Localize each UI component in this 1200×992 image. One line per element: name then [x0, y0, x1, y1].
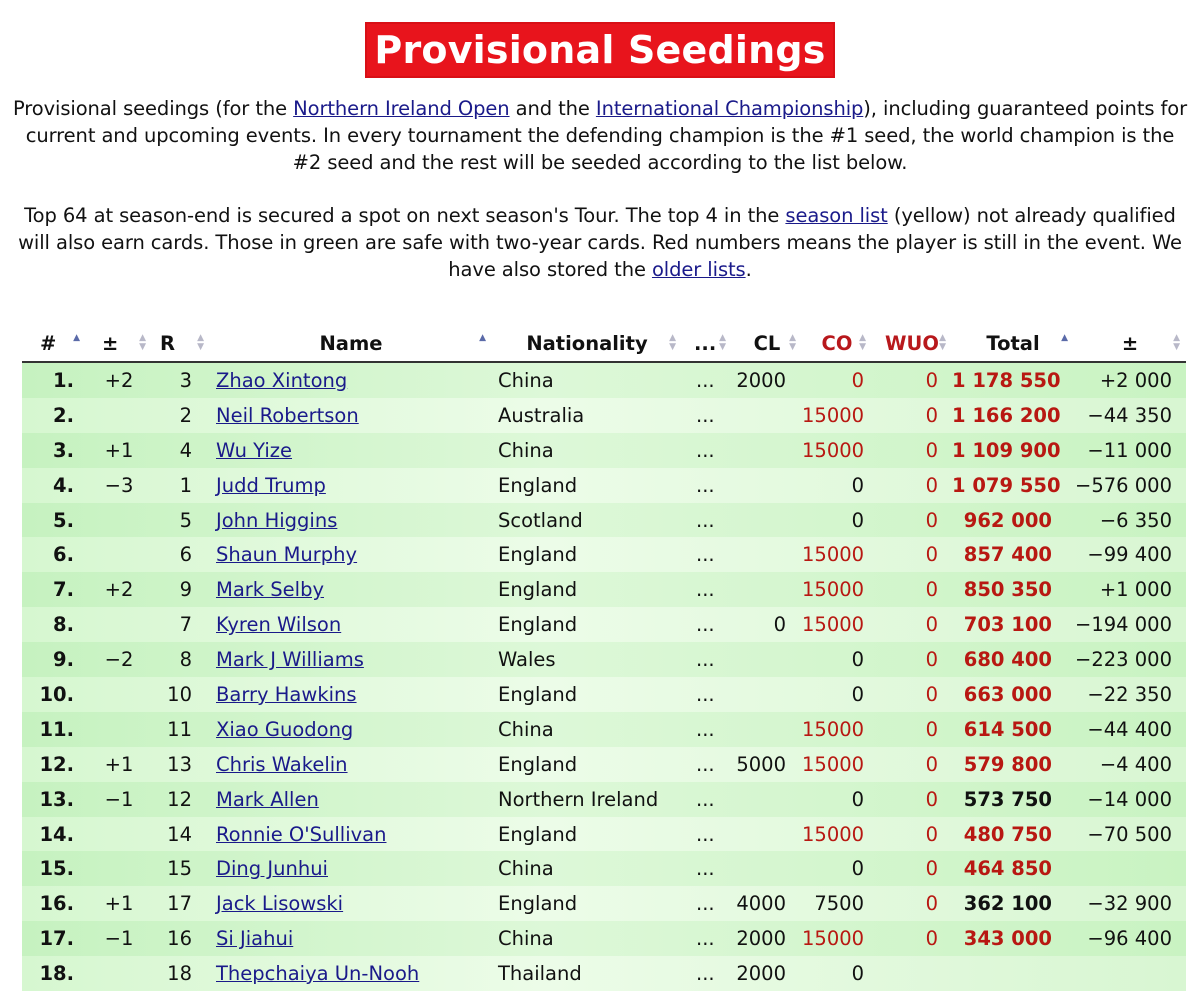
cl-cell: 4000 — [736, 892, 786, 916]
change-cell: +2 — [104, 578, 134, 602]
player-link[interactable]: Shaun Murphy — [216, 543, 358, 567]
change-cell — [86, 398, 152, 433]
prev-rank-cell: 12 — [167, 787, 192, 811]
name-cell — [210, 782, 492, 817]
header-change[interactable] — [86, 325, 152, 362]
intro-text-2: and the — [509, 97, 596, 120]
header-rank-label: # — [40, 331, 57, 355]
co-cell: 7500 — [814, 892, 864, 916]
total-cell: 480 750 — [963, 822, 1052, 846]
cl-cell — [732, 677, 802, 712]
cl-cell — [732, 782, 802, 817]
rank-cell: 7. — [53, 578, 74, 602]
more-cell: ... — [696, 857, 715, 881]
prev-rank-cell: 16 — [167, 927, 192, 951]
change-cell: +1 — [104, 438, 134, 462]
header-change-label: ± — [102, 331, 119, 355]
cl-cell — [732, 398, 802, 433]
rank-cell: 14. — [39, 822, 74, 846]
seedings-table — [22, 325, 1186, 991]
wuo-cell: 0 — [925, 822, 938, 846]
co-cell: 15000 — [802, 717, 865, 741]
name-cell — [210, 362, 492, 398]
diff-cell: −11 000 — [1087, 438, 1172, 462]
change-cell: −1 — [104, 927, 134, 951]
wuo-cell: 0 — [925, 438, 938, 462]
cl-cell: 0 — [773, 613, 786, 637]
co-cell: 0 — [851, 787, 864, 811]
header-more[interactable] — [682, 325, 732, 362]
diff-cell: −6 350 — [1099, 508, 1172, 532]
cl-cell — [732, 537, 802, 572]
cl-cell: 5000 — [736, 752, 786, 776]
header-rank[interactable] — [22, 325, 86, 362]
wuo-cell: 0 — [925, 892, 938, 916]
intro-text-3: ), including guaranteed points for current and upcoming events. In every tournament the defending champion is the #1 seed, the world champion is the #2 seed and the rest will be seeded according to the list below. — [25, 97, 1188, 174]
more-cell: ... — [696, 752, 715, 776]
diff-cell: −194 000 — [1075, 613, 1172, 637]
table-row — [22, 398, 1186, 433]
co-cell: 15000 — [802, 438, 865, 462]
prev-rank-cell: 11 — [167, 717, 192, 741]
name-cell — [210, 607, 492, 642]
player-link[interactable]: John Higgins — [216, 508, 338, 532]
nationality-cell: England — [498, 892, 578, 916]
co-cell: 0 — [851, 368, 864, 392]
table-row — [22, 747, 1186, 782]
change-cell — [86, 851, 152, 886]
nationality-cell: Wales — [498, 648, 556, 672]
sort-icon: ▲ — [479, 333, 486, 343]
cl-cell: 2000 — [736, 927, 786, 951]
total-cell: 663 000 — [963, 682, 1052, 706]
more-cell: ... — [696, 892, 715, 916]
co-cell: 0 — [851, 682, 864, 706]
change-cell — [86, 817, 152, 852]
table-row — [22, 886, 1186, 921]
nationality-cell: China — [498, 717, 554, 741]
co-cell: 15000 — [802, 613, 865, 637]
header-co-label: CO — [821, 331, 853, 355]
cl-cell — [732, 503, 802, 538]
cl-cell — [732, 468, 802, 503]
prev-rank-cell: 13 — [167, 752, 192, 776]
sort-icon: ▲ — [73, 333, 80, 343]
nationality-cell: England — [498, 473, 578, 497]
header-prev-rank[interactable] — [152, 325, 210, 362]
nationality-cell: England — [498, 578, 578, 602]
prev-rank-cell: 14 — [167, 822, 192, 846]
table-row — [22, 362, 1186, 398]
diff-cell: +2 000 — [1099, 368, 1172, 392]
cl-cell — [732, 712, 802, 747]
player-link[interactable]: Thepchaiya Un-Nooh — [216, 962, 420, 986]
prev-rank-cell: 1 — [179, 473, 192, 497]
total-cell: 703 100 — [963, 613, 1052, 637]
co-cell: 0 — [851, 473, 864, 497]
total-cell: 1 166 200 — [952, 403, 1061, 427]
table-row — [22, 921, 1186, 956]
season-list-link[interactable]: season list — [785, 204, 888, 227]
rank-cell: 4. — [53, 473, 74, 497]
prev-rank-cell: 7 — [179, 613, 192, 637]
diff-cell: +1 000 — [1099, 578, 1172, 602]
cl-cell — [732, 851, 802, 886]
notes-text-3: . — [745, 258, 752, 281]
rank-cell: 3. — [53, 438, 74, 462]
wuo-cell — [872, 956, 952, 991]
cl-cell: 2000 — [736, 962, 786, 986]
header-more-label: ... — [694, 331, 717, 355]
wuo-cell: 0 — [925, 927, 938, 951]
diff-cell: −4 400 — [1099, 752, 1172, 776]
cl-cell — [732, 433, 802, 468]
name-cell — [210, 956, 492, 991]
nationality-cell: Scotland — [498, 508, 583, 532]
change-cell: −2 — [104, 648, 134, 672]
prev-rank-cell: 9 — [179, 578, 192, 602]
nationality-cell: England — [498, 543, 578, 567]
more-cell: ... — [696, 368, 715, 392]
sort-icon: ▲ — [1061, 333, 1068, 343]
player-link[interactable]: Kyren Wilson — [216, 613, 342, 637]
wuo-cell: 0 — [925, 682, 938, 706]
prev-rank-cell: 10 — [167, 682, 192, 706]
rank-cell: 6. — [53, 543, 74, 567]
diff-cell: −44 350 — [1087, 403, 1172, 427]
player-link[interactable]: Mark Selby — [216, 578, 324, 602]
rank-cell: 1. — [53, 368, 74, 392]
diff-cell: −22 350 — [1087, 682, 1172, 706]
player-link[interactable]: Ronnie O'Sullivan — [216, 822, 387, 846]
header-cl[interactable] — [732, 325, 802, 362]
wuo-cell: 0 — [925, 752, 938, 776]
sort-icon: ▲ ▼ — [197, 333, 204, 352]
wuo-cell: 0 — [925, 543, 938, 567]
header-nationality[interactable] — [492, 325, 682, 362]
change-cell — [86, 677, 152, 712]
player-link[interactable]: Judd Trump — [216, 473, 326, 497]
player-link[interactable]: Xiao Guodong — [216, 717, 354, 741]
co-cell: 0 — [851, 857, 864, 881]
nationality-cell: England — [498, 822, 578, 846]
diff-cell — [1074, 851, 1186, 886]
diff-cell: −32 900 — [1087, 892, 1172, 916]
header-cl-label: CL — [753, 331, 781, 355]
intro-paragraph — [10, 95, 1190, 176]
prev-rank-cell: 8 — [179, 648, 192, 672]
header-wuo[interactable] — [872, 325, 952, 362]
total-cell — [952, 956, 1074, 991]
co-cell: 0 — [851, 648, 864, 672]
co-cell: 15000 — [802, 543, 865, 567]
name-cell — [210, 712, 492, 747]
name-cell — [210, 537, 492, 572]
header-prev-rank-label: R — [160, 331, 176, 355]
table-row — [22, 537, 1186, 572]
rank-cell: 15. — [39, 857, 74, 881]
header-name[interactable] — [210, 325, 492, 362]
prev-rank-cell: 18 — [167, 962, 192, 986]
sort-icon: ▲ ▼ — [939, 333, 946, 352]
wuo-cell: 0 — [925, 613, 938, 637]
change-cell: +1 — [104, 752, 134, 776]
page-title: Provisional Seedings — [365, 22, 834, 78]
cl-cell: 2000 — [736, 368, 786, 392]
diff-cell: −44 400 — [1087, 717, 1172, 741]
co-cell: 15000 — [802, 752, 865, 776]
rank-cell: 2. — [53, 403, 74, 427]
nationality-cell: England — [498, 752, 578, 776]
total-cell: 573 750 — [963, 787, 1052, 811]
player-link[interactable]: Wu Yize — [216, 438, 293, 462]
name-cell — [210, 677, 492, 712]
diff-cell: −70 500 — [1087, 822, 1172, 846]
sort-icon: ▲ ▼ — [789, 333, 796, 352]
prev-rank-cell: 5 — [179, 508, 192, 532]
table-row — [22, 782, 1186, 817]
diff-cell — [1074, 956, 1186, 991]
prev-rank-cell: 17 — [167, 892, 192, 916]
name-cell — [210, 468, 492, 503]
name-cell — [210, 851, 492, 886]
co-cell: 15000 — [802, 403, 865, 427]
more-cell: ... — [696, 962, 715, 986]
sort-icon: ▲ ▼ — [859, 333, 866, 352]
table-row — [22, 817, 1186, 852]
more-cell: ... — [696, 822, 715, 846]
cl-cell — [732, 642, 802, 677]
player-link[interactable]: Si Jiahui — [216, 927, 294, 951]
wuo-cell: 0 — [925, 648, 938, 672]
older-lists-link[interactable]: older lists — [651, 258, 746, 281]
wuo-cell: 0 — [925, 473, 938, 497]
player-link[interactable]: Chris Wakelin — [216, 752, 348, 776]
prev-rank-cell: 4 — [179, 438, 192, 462]
cl-cell — [732, 817, 802, 852]
more-cell: ... — [696, 403, 715, 427]
co-cell: 15000 — [802, 578, 865, 602]
diff-cell: −576 000 — [1075, 473, 1172, 497]
total-cell: 680 400 — [963, 648, 1052, 672]
player-link[interactable]: Zhao Xintong — [216, 368, 348, 392]
table-row — [22, 851, 1186, 886]
notes-text-2: (yellow) not already qualified will also earn cards. Those in green are safe with two-year cards. Red numbers means the player is still in the event. We have also stored the — [18, 204, 1182, 281]
table-row — [22, 607, 1186, 642]
total-cell: 464 850 — [963, 857, 1052, 881]
more-cell: ... — [696, 717, 715, 741]
more-cell: ... — [696, 578, 715, 602]
header-diff-label: ± — [1121, 331, 1139, 355]
table-row — [22, 572, 1186, 607]
total-cell: 1 109 900 — [952, 438, 1061, 462]
diff-cell: −223 000 — [1075, 648, 1172, 672]
cl-cell — [732, 572, 802, 607]
sort-icon: ▲ ▼ — [139, 333, 146, 352]
player-link[interactable]: Mark J Williams — [216, 648, 364, 672]
total-cell: 1 178 550 — [952, 368, 1061, 392]
co-cell: 0 — [851, 962, 864, 986]
prev-rank-cell: 6 — [179, 543, 192, 567]
name-cell — [210, 572, 492, 607]
name-cell — [210, 817, 492, 852]
notes-text-1: Top 64 at season-end is secured a spot on next season's Tour. The top 4 in the — [24, 204, 786, 227]
name-cell — [210, 886, 492, 921]
change-cell: +2 — [104, 368, 134, 392]
more-cell: ... — [696, 543, 715, 567]
rank-cell: 12. — [39, 752, 74, 776]
more-cell: ... — [696, 508, 715, 532]
sort-icon: ▲ ▼ — [1173, 333, 1180, 352]
name-cell — [210, 433, 492, 468]
rank-cell: 10. — [39, 682, 74, 706]
nationality-cell: China — [498, 438, 554, 462]
header-name-label: Name — [319, 331, 383, 355]
diff-cell: −99 400 — [1087, 543, 1172, 567]
diff-cell: −14 000 — [1087, 787, 1172, 811]
nationality-cell: England — [498, 613, 578, 637]
change-cell — [86, 956, 152, 991]
rank-cell: 9. — [53, 648, 74, 672]
wuo-cell: 0 — [925, 717, 938, 741]
total-cell: 850 350 — [963, 578, 1052, 602]
more-cell: ... — [696, 613, 715, 637]
player-link[interactable]: Mark Allen — [216, 787, 319, 811]
notes-paragraph — [10, 202, 1190, 283]
more-cell: ... — [696, 927, 715, 951]
change-cell — [86, 607, 152, 642]
table-row — [22, 503, 1186, 538]
total-cell: 362 100 — [963, 892, 1052, 916]
total-cell: 1 079 550 — [952, 473, 1061, 497]
rank-cell: 18. — [39, 962, 74, 986]
nationality-cell: Thailand — [498, 962, 582, 986]
change-cell — [86, 503, 152, 538]
co-cell: 0 — [851, 508, 864, 532]
more-cell: ... — [696, 648, 715, 672]
international-championship-link[interactable]: International Championship — [595, 97, 864, 120]
co-cell: 15000 — [802, 822, 865, 846]
intro-text-1: Provisional seedings (for the — [12, 97, 294, 120]
title-wrap — [0, 0, 1200, 78]
change-cell — [86, 537, 152, 572]
prev-rank-cell: 3 — [179, 368, 192, 392]
header-wuo-label: WUO — [885, 331, 939, 355]
player-link[interactable]: Barry Hawkins — [216, 682, 357, 706]
sort-icon: ▲ ▼ — [669, 333, 676, 352]
rank-cell: 17. — [39, 927, 74, 951]
more-cell: ... — [696, 438, 715, 462]
northern-ireland-open-link[interactable]: Northern Ireland Open — [293, 97, 510, 120]
header-nationality-label: Nationality — [526, 331, 648, 355]
table-header-row — [22, 325, 1186, 362]
table-row — [22, 433, 1186, 468]
nationality-cell: Australia — [498, 403, 585, 427]
nationality-cell: China — [498, 368, 554, 392]
total-cell: 614 500 — [963, 717, 1052, 741]
player-link[interactable]: Neil Robertson — [216, 403, 359, 427]
total-cell: 962 000 — [963, 508, 1052, 532]
header-total-label: Total — [986, 331, 1040, 355]
total-cell: 343 000 — [963, 927, 1052, 951]
total-cell: 857 400 — [963, 543, 1052, 567]
change-cell: +1 — [104, 892, 134, 916]
wuo-cell: 0 — [925, 787, 938, 811]
nationality-cell: England — [498, 682, 578, 706]
name-cell — [210, 747, 492, 782]
diff-cell: −96 400 — [1087, 927, 1172, 951]
prev-rank-cell: 2 — [179, 403, 192, 427]
rank-cell: 11. — [39, 717, 74, 741]
total-cell: 579 800 — [963, 752, 1052, 776]
player-link[interactable]: Ding Junhui — [216, 857, 328, 881]
name-cell — [210, 921, 492, 956]
rank-cell: 8. — [53, 613, 74, 637]
sort-icon: ▲ ▼ — [719, 333, 726, 352]
player-link[interactable]: Jack Lisowski — [216, 892, 344, 916]
rank-cell: 16. — [39, 892, 74, 916]
rank-cell: 5. — [53, 508, 74, 532]
co-cell: 15000 — [802, 927, 865, 951]
table-row — [22, 712, 1186, 747]
table-row — [22, 642, 1186, 677]
wuo-cell: 0 — [925, 368, 938, 392]
change-cell — [86, 712, 152, 747]
wuo-cell: 0 — [925, 857, 938, 881]
more-cell: ... — [696, 473, 715, 497]
nationality-cell: China — [498, 927, 554, 951]
table-row — [22, 468, 1186, 503]
more-cell: ... — [696, 682, 715, 706]
name-cell — [210, 503, 492, 538]
change-cell: −1 — [104, 787, 134, 811]
change-cell: −3 — [104, 473, 134, 497]
nationality-cell: China — [498, 857, 554, 881]
name-cell — [210, 642, 492, 677]
rank-cell: 13. — [39, 787, 74, 811]
wuo-cell: 0 — [925, 508, 938, 532]
table-row — [22, 677, 1186, 712]
wuo-cell: 0 — [925, 578, 938, 602]
wuo-cell: 0 — [925, 403, 938, 427]
header-co[interactable] — [802, 325, 872, 362]
table-row — [22, 956, 1186, 991]
header-diff[interactable] — [1074, 325, 1186, 362]
more-cell: ... — [696, 787, 715, 811]
header-total[interactable] — [952, 325, 1074, 362]
name-cell — [210, 398, 492, 433]
nationality-cell: Northern Ireland — [498, 787, 659, 811]
prev-rank-cell: 15 — [167, 857, 192, 881]
